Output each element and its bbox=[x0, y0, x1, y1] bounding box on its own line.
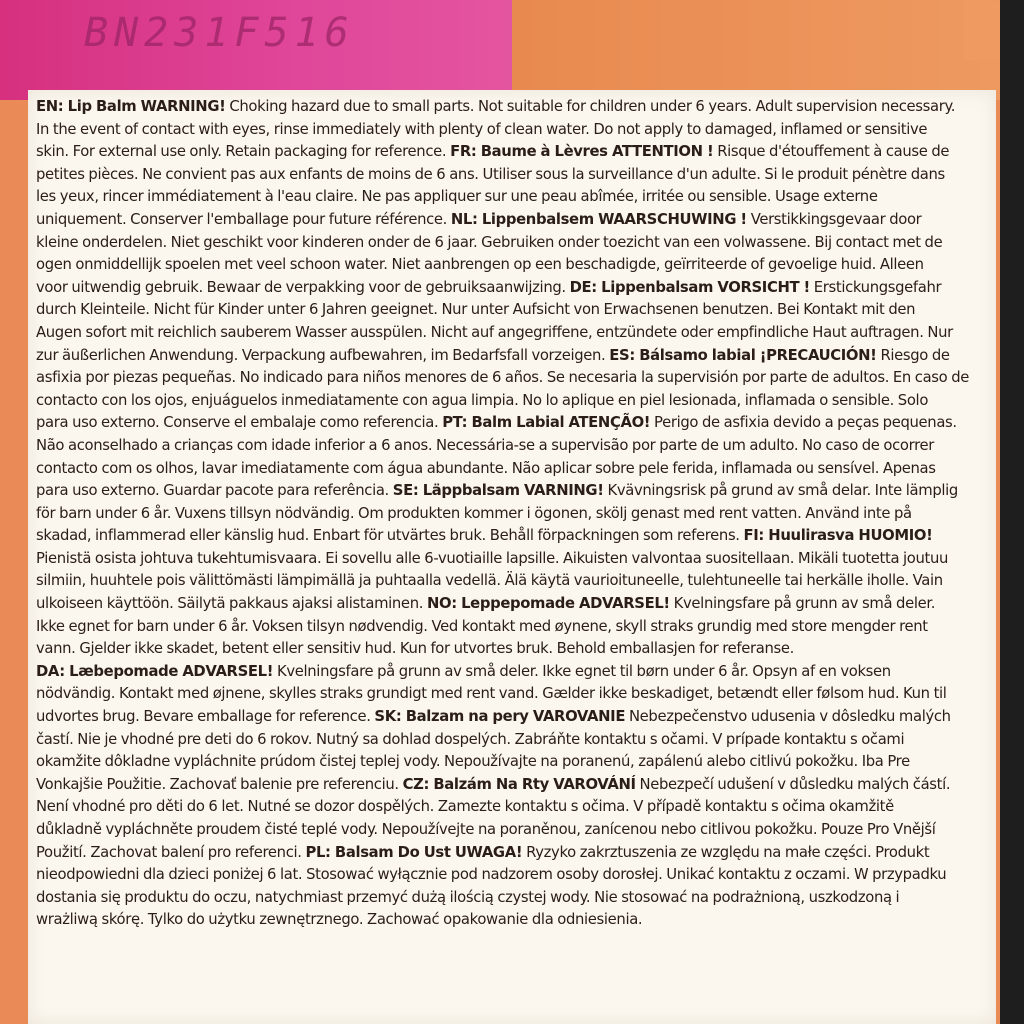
warning-sentence: důkladně vypláchněte proudem čisté teplé vody. Nepoužívejte na poraněnou, zanícenou nebo citlivou pokožku. Pouze Pro Vnější bbox=[36, 821, 936, 838]
text-line bbox=[36, 96, 996, 119]
text-line bbox=[36, 909, 996, 932]
language-heading: CZ: Balzám Na Rty VAROVÁNÍ bbox=[402, 775, 636, 793]
language-heading: NL: Lippenbalsem WAARSCHUWING ! bbox=[450, 210, 747, 228]
text-line bbox=[36, 751, 996, 774]
warning-sentence: Kvelningsfare på grunn av små deler. Ikke egnet til børn under 6 år. Opsyn af en voksen bbox=[273, 662, 891, 680]
text-line bbox=[36, 277, 996, 300]
text-line bbox=[36, 774, 996, 797]
warning-sentence: Perigo de asfixia devido a peças pequenas. bbox=[650, 414, 957, 432]
warning-sentence: para uso externo. Conserve el embalaje como referencia. bbox=[36, 414, 443, 432]
text-line bbox=[36, 458, 996, 481]
language-heading: PL: Balsam Do Ust UWAGA! bbox=[305, 843, 523, 861]
warning-sentence: častí. Nie je vhodné pre deti do 6 rokov. Nutný sa dohlad dospelých. Zabráňte kontaktu s očami. V prípade kontaktu s očami bbox=[36, 730, 905, 748]
text-line bbox=[36, 706, 996, 729]
warning-sentence: skin. For external use only. Retain packaging for reference. bbox=[36, 143, 451, 161]
language-heading: PT: Balm Labial ATENÇÃO! bbox=[442, 414, 651, 432]
warning-label bbox=[28, 90, 996, 1024]
warning-sentence: contacto com os olhos, lavar imediatamente com água abundante. Não aplicar sobre pele ferida, inflamada ou sensível. Apenas bbox=[36, 459, 936, 477]
warning-sentence: nieodpowiedni dla dzieci poniżej 6 lat. Stosować wyłącznie pod nadzorem osoby dorosłej. Unikać kontaktu z oczami. W przypadku bbox=[36, 866, 947, 884]
background-edge bbox=[1000, 0, 1024, 1024]
warning-sentence: Nebezpečí udušení v důsledku malých částí. bbox=[635, 775, 951, 793]
text-line bbox=[36, 864, 996, 887]
text-line bbox=[36, 638, 996, 661]
warning-sentence: Použití. Zachovat balení pro referenci. bbox=[36, 843, 306, 861]
text-line bbox=[36, 616, 996, 639]
text-line bbox=[36, 503, 996, 526]
text-line bbox=[36, 887, 996, 910]
warning-sentence: nödvändig. Kontakt med øjnene, skylles straks grundigt med rent vand. Gælder ikke beskadiget, betændt eller følsom hud. Kun til bbox=[36, 685, 947, 703]
language-heading: SE: Läppbalsam VARNING! bbox=[392, 482, 604, 500]
warning-sentence: Ikke egnet for barn under 6 år. Voksen tilsyn nødvendig. Ved kontakt med øynene, skyll straks grundig med store mengder rent bbox=[36, 617, 928, 635]
text-line bbox=[36, 819, 996, 842]
text-line bbox=[36, 390, 996, 413]
warning-sentence: asfixia por piezas pequeñas. No indicado para niños menores de 6 años. Se necesaria la supervisión por parte de adultos. En caso de bbox=[36, 369, 970, 387]
text-line bbox=[36, 367, 996, 390]
warning-sentence: silmiin, huuhtele pois välittömästi lämpimällä ja puhtaalla vedellä. Älä käytä vaurioituneelle, tulehtuneelle tai herkälle iholle. Vain bbox=[36, 572, 943, 590]
language-heading: DA: Læbepomade ADVARSEL! bbox=[36, 662, 274, 680]
warning-sentence: ulkoiseen käyttöön. Säilytä pakkaus ajaksi alistaminen. bbox=[36, 595, 427, 613]
text-line bbox=[36, 345, 996, 368]
language-heading: FR: Baume à Lèvres ATTENTION ! bbox=[450, 143, 714, 161]
text-line bbox=[36, 593, 996, 616]
warning-sentence: durch Kleinteile. Nicht für Kinder unter 6 Jahren geeignet. Nur unter Aufsicht von Erwachsenen benutzen. Bei Kontakt mit den bbox=[36, 301, 916, 319]
warning-sentence: skadad, inflammerad eller känslig hud. Enbart för utvärtes bruk. Behåll förpackningen som referens. bbox=[36, 527, 744, 545]
warning-sentence: Není vhodné pro děti do 6 let. Nutné se dozor dospělých. Zamezte kontaktu s očima. V případě kontaktu s očima okamžitě bbox=[36, 798, 894, 816]
orange-band bbox=[512, 0, 1024, 100]
text-line bbox=[36, 570, 996, 593]
text-line bbox=[36, 141, 996, 164]
warning-sentence: zur äußerlichen Anwendung. Verpackung aufbewahren, im Bedarfsfall vorzeigen. bbox=[36, 346, 610, 364]
text-line bbox=[36, 796, 996, 819]
warning-sentence: In the event of contact with eyes, rinse immediately with plenty of clean water. Do not apply to damaged, inflamed or sensitive bbox=[36, 120, 928, 138]
warning-sentence: dostania się produktu do oczu, natychmiast przemyć dużą ilością czystej wody. Nie stosować na podrażnioną, uszkodzoną i bbox=[36, 888, 900, 906]
text-line bbox=[36, 683, 996, 706]
warning-sentence: Choking hazard due to small parts. Not suitable for children under 6 years. Adult supervision necessary. bbox=[225, 98, 956, 115]
batch-code: BN231F516 bbox=[84, 10, 355, 56]
language-heading: FI: Huulirasva HUOMIO! bbox=[743, 527, 933, 545]
text-line bbox=[36, 164, 996, 187]
warning-sentence: wrażliwą skórę. Tylko do użytku zewnętrznego. Zachować opakowanie dla odniesienia. bbox=[36, 911, 643, 929]
text-line bbox=[36, 729, 996, 752]
text-line bbox=[36, 842, 996, 865]
text-line bbox=[36, 412, 996, 435]
warning-sentence: Augen sofort mit reichlich sauberem Wasser ausspülen. Nicht auf angegriffene, entzündete oder empfindliche Haut auftragen. Nur bbox=[36, 323, 953, 341]
warning-sentence: Vonkajšie Použitie. Zachovať balenie pre referenciu. bbox=[36, 775, 403, 793]
language-heading: ES: Bálsamo labial ¡PRECAUCIÓN! bbox=[609, 346, 877, 364]
warning-sentence: Ryzyko zakrztuszenia ze względu na małe części. Produkt bbox=[522, 843, 930, 861]
language-heading: SK: Balzam na pery VAROVANIE bbox=[374, 708, 626, 726]
warning-sentence: vann. Gjelder ikke skadet, betent eller sensitiv hud. Kun for utvortes bruk. Behold emballasjen for referanse. bbox=[36, 640, 794, 658]
warning-sentence: Kvelningsfare på grunn av små deler. bbox=[669, 595, 936, 613]
text-line bbox=[36, 254, 996, 277]
warning-sentence: Kvävningsrisk på grund av små delar. Inte lämplig bbox=[603, 482, 958, 500]
language-heading: DE: Lippenbalsam VORSICHT ! bbox=[569, 278, 810, 296]
warning-sentence: Não aconselhado a crianças com idade inferior a 6 anos. Necessária-se a supervisão por parte de um adulto. No caso de ocorrer bbox=[36, 436, 934, 454]
warning-sentence: uniquement. Conserver l'emballage pour future référence. bbox=[36, 210, 451, 228]
text-line bbox=[36, 480, 996, 503]
text-line bbox=[36, 186, 996, 209]
text-line bbox=[36, 661, 996, 684]
warning-sentence: petites pièces. Ne convient pas aux enfants de moins de 6 ans. Utiliser sous la surveillance d'un adulte. Si le produit pénètre dans bbox=[36, 165, 945, 183]
language-heading: NO: Leppepomade ADVARSEL! bbox=[426, 595, 670, 613]
warning-sentence: Pienistä osista johtuva tukehtumisvaara. Ei sovellu alle 6-vuotiaille lapsille. Aikuisten valvontaa suositellaan. Mikäli tuotetta joutuu bbox=[36, 549, 949, 567]
warning-sentence: Verstikkingsgevaar door bbox=[746, 210, 922, 228]
warning-text bbox=[36, 96, 996, 932]
warning-sentence: Risque d'étouffement à cause de bbox=[713, 143, 950, 161]
text-line bbox=[36, 299, 996, 322]
text-line bbox=[36, 435, 996, 458]
warning-sentence: contacto con los ojos, enjuáguelos inmediatamente con agua limpia. No lo aplique en piel lesionada, inflamada o sensible. Solo bbox=[36, 391, 929, 409]
language-heading: EN: Lip Balm WARNING! bbox=[36, 98, 226, 115]
warning-sentence: para uso externo. Guardar pacote para referência. bbox=[36, 482, 393, 500]
text-line bbox=[36, 548, 996, 571]
warning-sentence: Riesgo de bbox=[876, 346, 950, 364]
warning-sentence: Erstickungsgefahr bbox=[809, 278, 942, 296]
warning-sentence: okamžite dôkladne vypláchnite prúdom čistej teplej vody. Nepoužívajte na poranenú, zapálenú alebo citlivú pokožku. Iba Pre bbox=[36, 753, 910, 771]
warning-sentence: Nebezpečenstvo udusenia v dôsledku malých bbox=[625, 708, 951, 726]
warning-sentence: kleine onderdelen. Niet geschikt voor kinderen onder de 6 jaar. Gebruiken onder toezicht van een volwassene. Bij contact met de bbox=[36, 233, 943, 251]
warning-sentence: ogen onmiddellijk spoelen met veel schoon water. Niet aanbrengen op een beschadigde, geïrriteerde of gevoelige huid. Alleen bbox=[36, 256, 924, 274]
text-line bbox=[36, 525, 996, 548]
warning-sentence: för barn under 6 år. Vuxens tillsyn nödvändig. Om produkten kommer i ögonen, skölj genast med rent vatten. Använd inte på bbox=[36, 504, 912, 522]
warning-sentence: udvortes brug. Bevare emballage for reference. bbox=[36, 708, 375, 726]
warning-sentence: voor uitwendig gebruik. Bewaar de verpakking voor de gebruiksaanwijzing. bbox=[36, 278, 570, 296]
text-line bbox=[36, 209, 996, 232]
text-line bbox=[36, 119, 996, 142]
warning-sentence: les yeux, rincer immédiatement à l'eau claire. Ne pas appliquer sur une peau abîmée, irritée ou sensible. Usage externe bbox=[36, 188, 878, 206]
text-line bbox=[36, 232, 996, 255]
text-line bbox=[36, 322, 996, 345]
